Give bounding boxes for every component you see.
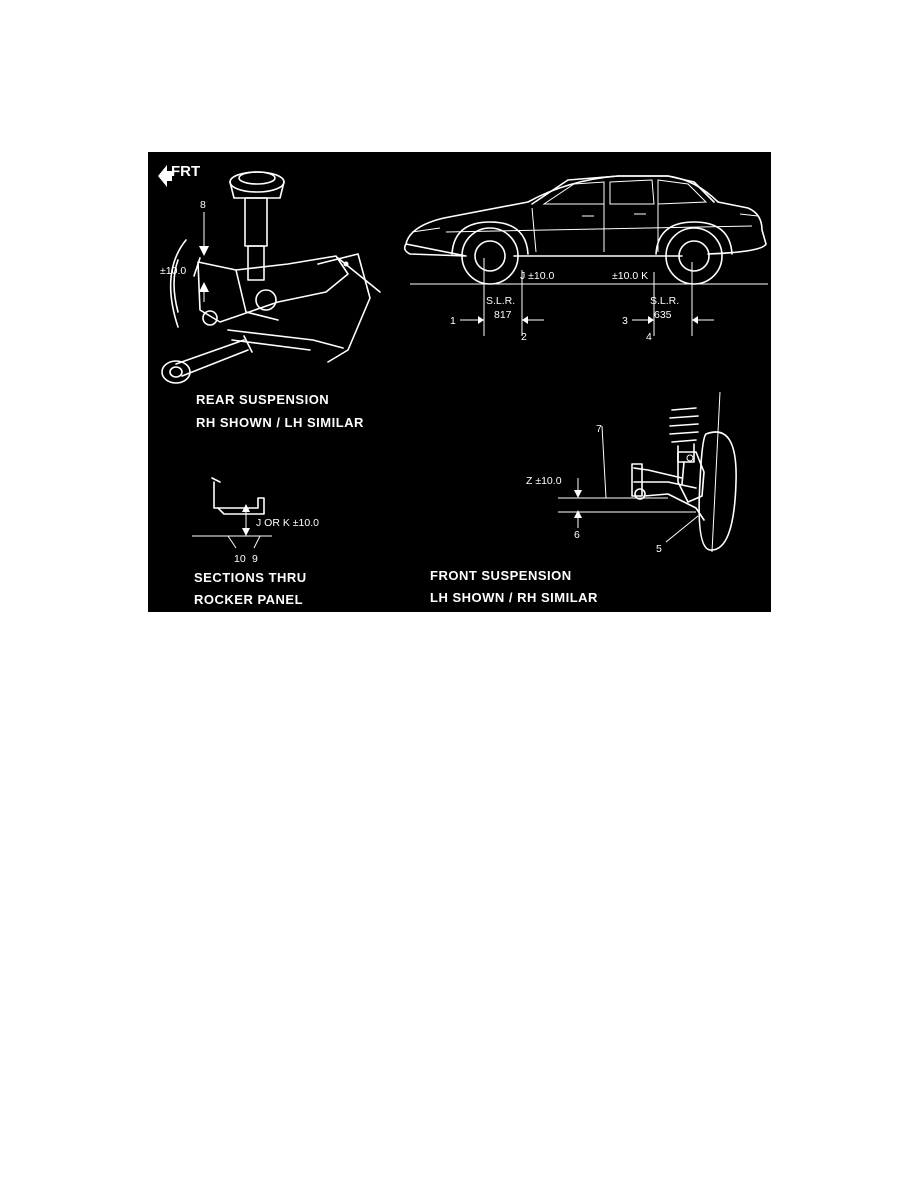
car-side-view — [405, 176, 768, 336]
rear-callout-8: 8 — [200, 199, 206, 211]
z-tolerance: Z ±10.0 — [526, 475, 562, 487]
front-callout-7: 7 — [596, 423, 602, 435]
slr-rear-label: S.L.R. — [650, 295, 680, 307]
front-suspension-title: FRONT SUSPENSION — [430, 568, 572, 583]
rear-suspension-subtitle: RH SHOWN / LH SIMILAR — [196, 415, 364, 430]
car-callout-3: 3 — [622, 315, 628, 327]
car-callout-4: 4 — [646, 331, 652, 343]
dimension-j: J ±10.0 — [520, 270, 555, 282]
slr-front-value: 817 — [494, 309, 512, 321]
front-callout-5: 5 — [656, 543, 662, 555]
suspension-diagram — [148, 152, 771, 612]
car-callout-2: 2 — [521, 331, 527, 343]
section-callout-9: 9 — [252, 553, 258, 565]
dimension-k: ±10.0 K — [612, 270, 649, 282]
section-callout-10: 10 — [234, 553, 246, 565]
frt-label: FRT — [171, 163, 201, 180]
rear-suspension-illustration — [162, 172, 380, 383]
sections-subtitle: ROCKER PANEL — [194, 592, 304, 607]
slr-rear-value: 635 — [654, 309, 672, 321]
front-callout-6: 6 — [574, 529, 580, 541]
rocker-panel-section — [192, 478, 272, 548]
slr-front-label: S.L.R. — [486, 295, 516, 307]
j-or-k-tolerance: J OR K ±10.0 — [256, 517, 319, 529]
sections-title: SECTIONS THRU — [194, 570, 307, 585]
front-suspension-illustration — [558, 392, 736, 552]
rear-suspension-title: REAR SUSPENSION — [196, 392, 330, 407]
front-direction-arrow-icon — [158, 165, 172, 187]
car-callout-1: 1 — [450, 315, 456, 327]
rear-tolerance: ±10.0 — [160, 265, 187, 277]
front-suspension-subtitle: LH SHOWN / RH SIMILAR — [430, 590, 598, 605]
